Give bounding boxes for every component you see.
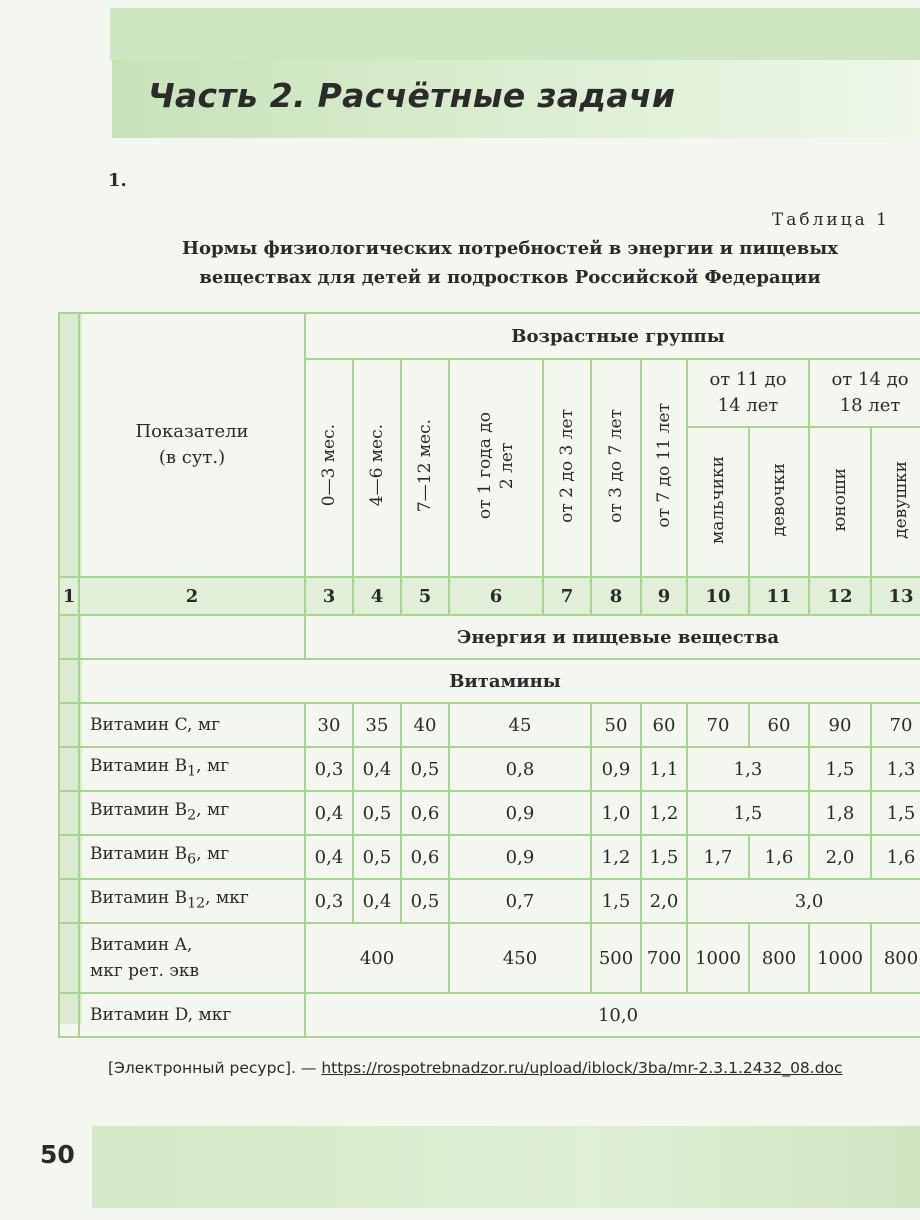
row-label-name: Витамин B xyxy=(90,844,188,865)
sex-girls xyxy=(749,427,809,577)
sex-young-women xyxy=(871,427,920,577)
col-num: 9 xyxy=(641,577,687,615)
sex-boys xyxy=(687,427,749,577)
value-cell: 0,5 xyxy=(401,879,449,923)
row-label xyxy=(79,923,305,993)
row-number-cell xyxy=(59,879,79,923)
value-cell: 1,6 xyxy=(749,835,809,879)
indicator-header xyxy=(79,313,305,577)
value-cell: 450 xyxy=(449,923,591,993)
value-cell: 1,1 xyxy=(641,747,687,791)
age-label: от 2 до 3 лет xyxy=(557,408,577,523)
value-cell: 0,6 xyxy=(401,835,449,879)
table-row-vitamin-b1 xyxy=(59,747,920,791)
task-number: 1. xyxy=(108,170,127,191)
sex-label: девушки xyxy=(891,460,911,539)
value-cell: 500 xyxy=(591,923,641,993)
age-groups-header: Возрастные группы xyxy=(305,313,920,359)
value-cell: 60 xyxy=(749,703,809,747)
col-num: 4 xyxy=(353,577,401,615)
section-vitamins: Витамины xyxy=(79,659,920,703)
value-cell: 0,3 xyxy=(305,747,353,791)
age-group-1-2y xyxy=(449,359,543,577)
age-group-7-12m xyxy=(401,359,449,577)
page-title: Часть 2. Расчётные задачи xyxy=(148,76,676,115)
nutrition-norms-table xyxy=(58,312,920,1038)
value-cell: 3,0 xyxy=(687,879,920,923)
value-cell: 1,2 xyxy=(641,791,687,835)
age-label: 4—6 мес. xyxy=(367,424,387,507)
row-number-cell xyxy=(59,659,79,703)
value-cell: 1,5 xyxy=(687,791,809,835)
value-cell: 1,0 xyxy=(591,791,641,835)
age-group-11-14y xyxy=(687,359,809,427)
row-number-cell xyxy=(59,993,79,1037)
value-cell: 1000 xyxy=(687,923,749,993)
col-num: 10 xyxy=(687,577,749,615)
table-row-vitamin-c xyxy=(59,703,920,747)
page-number: 50 xyxy=(40,1140,75,1169)
row-number-cell xyxy=(59,747,79,791)
age-group-3-7y xyxy=(591,359,641,577)
value-cell: 0,4 xyxy=(353,747,401,791)
value-cell: 0,4 xyxy=(305,835,353,879)
value-cell: 70 xyxy=(871,703,920,747)
value-cell: 90 xyxy=(809,703,871,747)
row-number-cell xyxy=(59,791,79,835)
value-cell: 1,5 xyxy=(591,879,641,923)
value-cell: 1,3 xyxy=(687,747,809,791)
col-num: 13 xyxy=(871,577,920,615)
value-cell: 0,9 xyxy=(449,835,591,879)
value-cell: 1,3 xyxy=(871,747,920,791)
row-label-name: Витамин B xyxy=(90,800,188,821)
row-label-subscript: 6 xyxy=(187,851,197,868)
row-label xyxy=(79,791,305,835)
age-14-18-line-2: 18 лет xyxy=(839,395,901,416)
top-color-band xyxy=(110,8,920,60)
value-cell: 1,5 xyxy=(871,791,920,835)
table-row-vitamin-b12 xyxy=(59,879,920,923)
value-cell: 800 xyxy=(871,923,920,993)
age-group-7-11y xyxy=(641,359,687,577)
value-cell: 30 xyxy=(305,703,353,747)
table-row-vitamin-b2 xyxy=(59,791,920,835)
age-label: от 7 до 11 лет xyxy=(654,403,674,528)
source-prefix: [Электронный ресурс]. — xyxy=(108,1059,317,1077)
age-label-line-1: от 1 года до xyxy=(475,411,495,520)
source-link[interactable]: https://rospotrebnadzor.ru/upload/iblock/3ba/mr-2.3.1.2432_08.doc xyxy=(321,1059,843,1077)
col-num: 3 xyxy=(305,577,353,615)
value-cell: 1,6 xyxy=(871,835,920,879)
row-label xyxy=(79,879,305,923)
row-label-unit: , мг xyxy=(196,844,230,865)
empty-cell xyxy=(79,615,305,659)
row-label: Витамин D, мкг xyxy=(79,993,305,1037)
age-label: от 3 до 7 лет xyxy=(606,408,626,523)
row-label-unit: , мг xyxy=(196,800,230,821)
col-num: 6 xyxy=(449,577,543,615)
sex-young-men xyxy=(809,427,871,577)
indicator-header-line-1: Показатели xyxy=(135,421,249,442)
age-group-4-6m xyxy=(353,359,401,577)
value-cell: 0,4 xyxy=(353,879,401,923)
col-num: 5 xyxy=(401,577,449,615)
value-cell: 0,5 xyxy=(401,747,449,791)
section-energy: Энергия и пищевые вещества xyxy=(305,615,920,659)
row-label-name: Витамин B xyxy=(90,756,188,777)
col-num: 7 xyxy=(543,577,591,615)
value-cell: 50 xyxy=(591,703,641,747)
col-num: 8 xyxy=(591,577,641,615)
value-cell: 10,0 xyxy=(305,993,920,1037)
caption-line-1: Нормы физиологических потребностей в энергии и пищевых xyxy=(181,238,839,259)
value-cell: 1,5 xyxy=(641,835,687,879)
sex-label: юноши xyxy=(830,467,850,532)
value-cell: 0,5 xyxy=(353,835,401,879)
section-energy-row xyxy=(59,615,920,659)
column-number-row xyxy=(59,577,920,615)
row-label-subscript: 1 xyxy=(187,763,197,780)
table-row-vitamin-a xyxy=(59,923,920,993)
row-number-cell xyxy=(59,615,79,659)
value-cell: 2,0 xyxy=(809,835,871,879)
row-label-subscript: 12 xyxy=(187,895,206,912)
row-label-line-2: мкг рет. экв xyxy=(90,961,200,981)
col-num: 12 xyxy=(809,577,871,615)
table-caption xyxy=(120,234,900,292)
age-group-14-18y xyxy=(809,359,920,427)
age-label-two-line xyxy=(474,412,518,519)
row-label-unit: , мг xyxy=(196,756,230,777)
row-label-name: Витамин B xyxy=(90,888,188,909)
col-num: 1 xyxy=(59,577,79,615)
value-cell: 0,6 xyxy=(401,791,449,835)
value-cell: 45 xyxy=(449,703,591,747)
value-cell: 40 xyxy=(401,703,449,747)
row-number-cell xyxy=(59,835,79,879)
row-number-cell xyxy=(59,703,79,747)
row-number-header xyxy=(59,313,79,577)
table-label: Таблица 1 xyxy=(771,210,890,230)
sex-label: мальчики xyxy=(708,455,728,544)
row-number-cell xyxy=(59,923,79,993)
age-14-18-line-1: от 14 до xyxy=(831,369,909,390)
age-11-14-line-2: 14 лет xyxy=(717,395,779,416)
value-cell: 2,0 xyxy=(641,879,687,923)
row-label xyxy=(79,835,305,879)
value-cell: 1,5 xyxy=(809,747,871,791)
col-num: 2 xyxy=(79,577,305,615)
bottom-color-band xyxy=(92,1126,920,1208)
indicator-header-line-2: (в сут.) xyxy=(158,447,226,468)
table-row-vitamin-b6 xyxy=(59,835,920,879)
value-cell: 0,8 xyxy=(449,747,591,791)
row-label-line-1: Витамин A, xyxy=(90,935,193,955)
age-label-line-2: 2 лет xyxy=(497,442,517,489)
value-cell: 400 xyxy=(305,923,449,993)
value-cell: 0,3 xyxy=(305,879,353,923)
value-cell: 70 xyxy=(687,703,749,747)
value-cell: 0,9 xyxy=(449,791,591,835)
age-group-2-3y xyxy=(543,359,591,577)
value-cell: 0,5 xyxy=(353,791,401,835)
section-vitamins-row xyxy=(59,659,920,703)
value-cell: 0,9 xyxy=(591,747,641,791)
value-cell: 1000 xyxy=(809,923,871,993)
age-label: 7—12 мес. xyxy=(415,418,435,513)
source-reference xyxy=(108,1056,880,1080)
value-cell: 60 xyxy=(641,703,687,747)
value-cell: 1,7 xyxy=(687,835,749,879)
value-cell: 1,8 xyxy=(809,791,871,835)
row-label: Витамин C, мг xyxy=(79,703,305,747)
caption-line-2: веществах для детей и подростков Российской Федерации xyxy=(199,267,821,288)
value-cell: 0,7 xyxy=(449,879,591,923)
value-cell: 35 xyxy=(353,703,401,747)
value-cell: 700 xyxy=(641,923,687,993)
value-cell: 800 xyxy=(749,923,809,993)
row-label-subscript: 2 xyxy=(187,807,197,824)
table-row-vitamin-d xyxy=(59,993,920,1037)
sex-label: девочки xyxy=(769,462,789,537)
age-group-0-3m xyxy=(305,359,353,577)
age-label: 0—3 мес. xyxy=(319,424,339,507)
row-label xyxy=(79,747,305,791)
value-cell: 0,4 xyxy=(305,791,353,835)
row-label-unit: , мкг xyxy=(205,888,249,909)
value-cell: 1,2 xyxy=(591,835,641,879)
age-11-14-line-1: от 11 до xyxy=(709,369,787,390)
col-num: 11 xyxy=(749,577,809,615)
